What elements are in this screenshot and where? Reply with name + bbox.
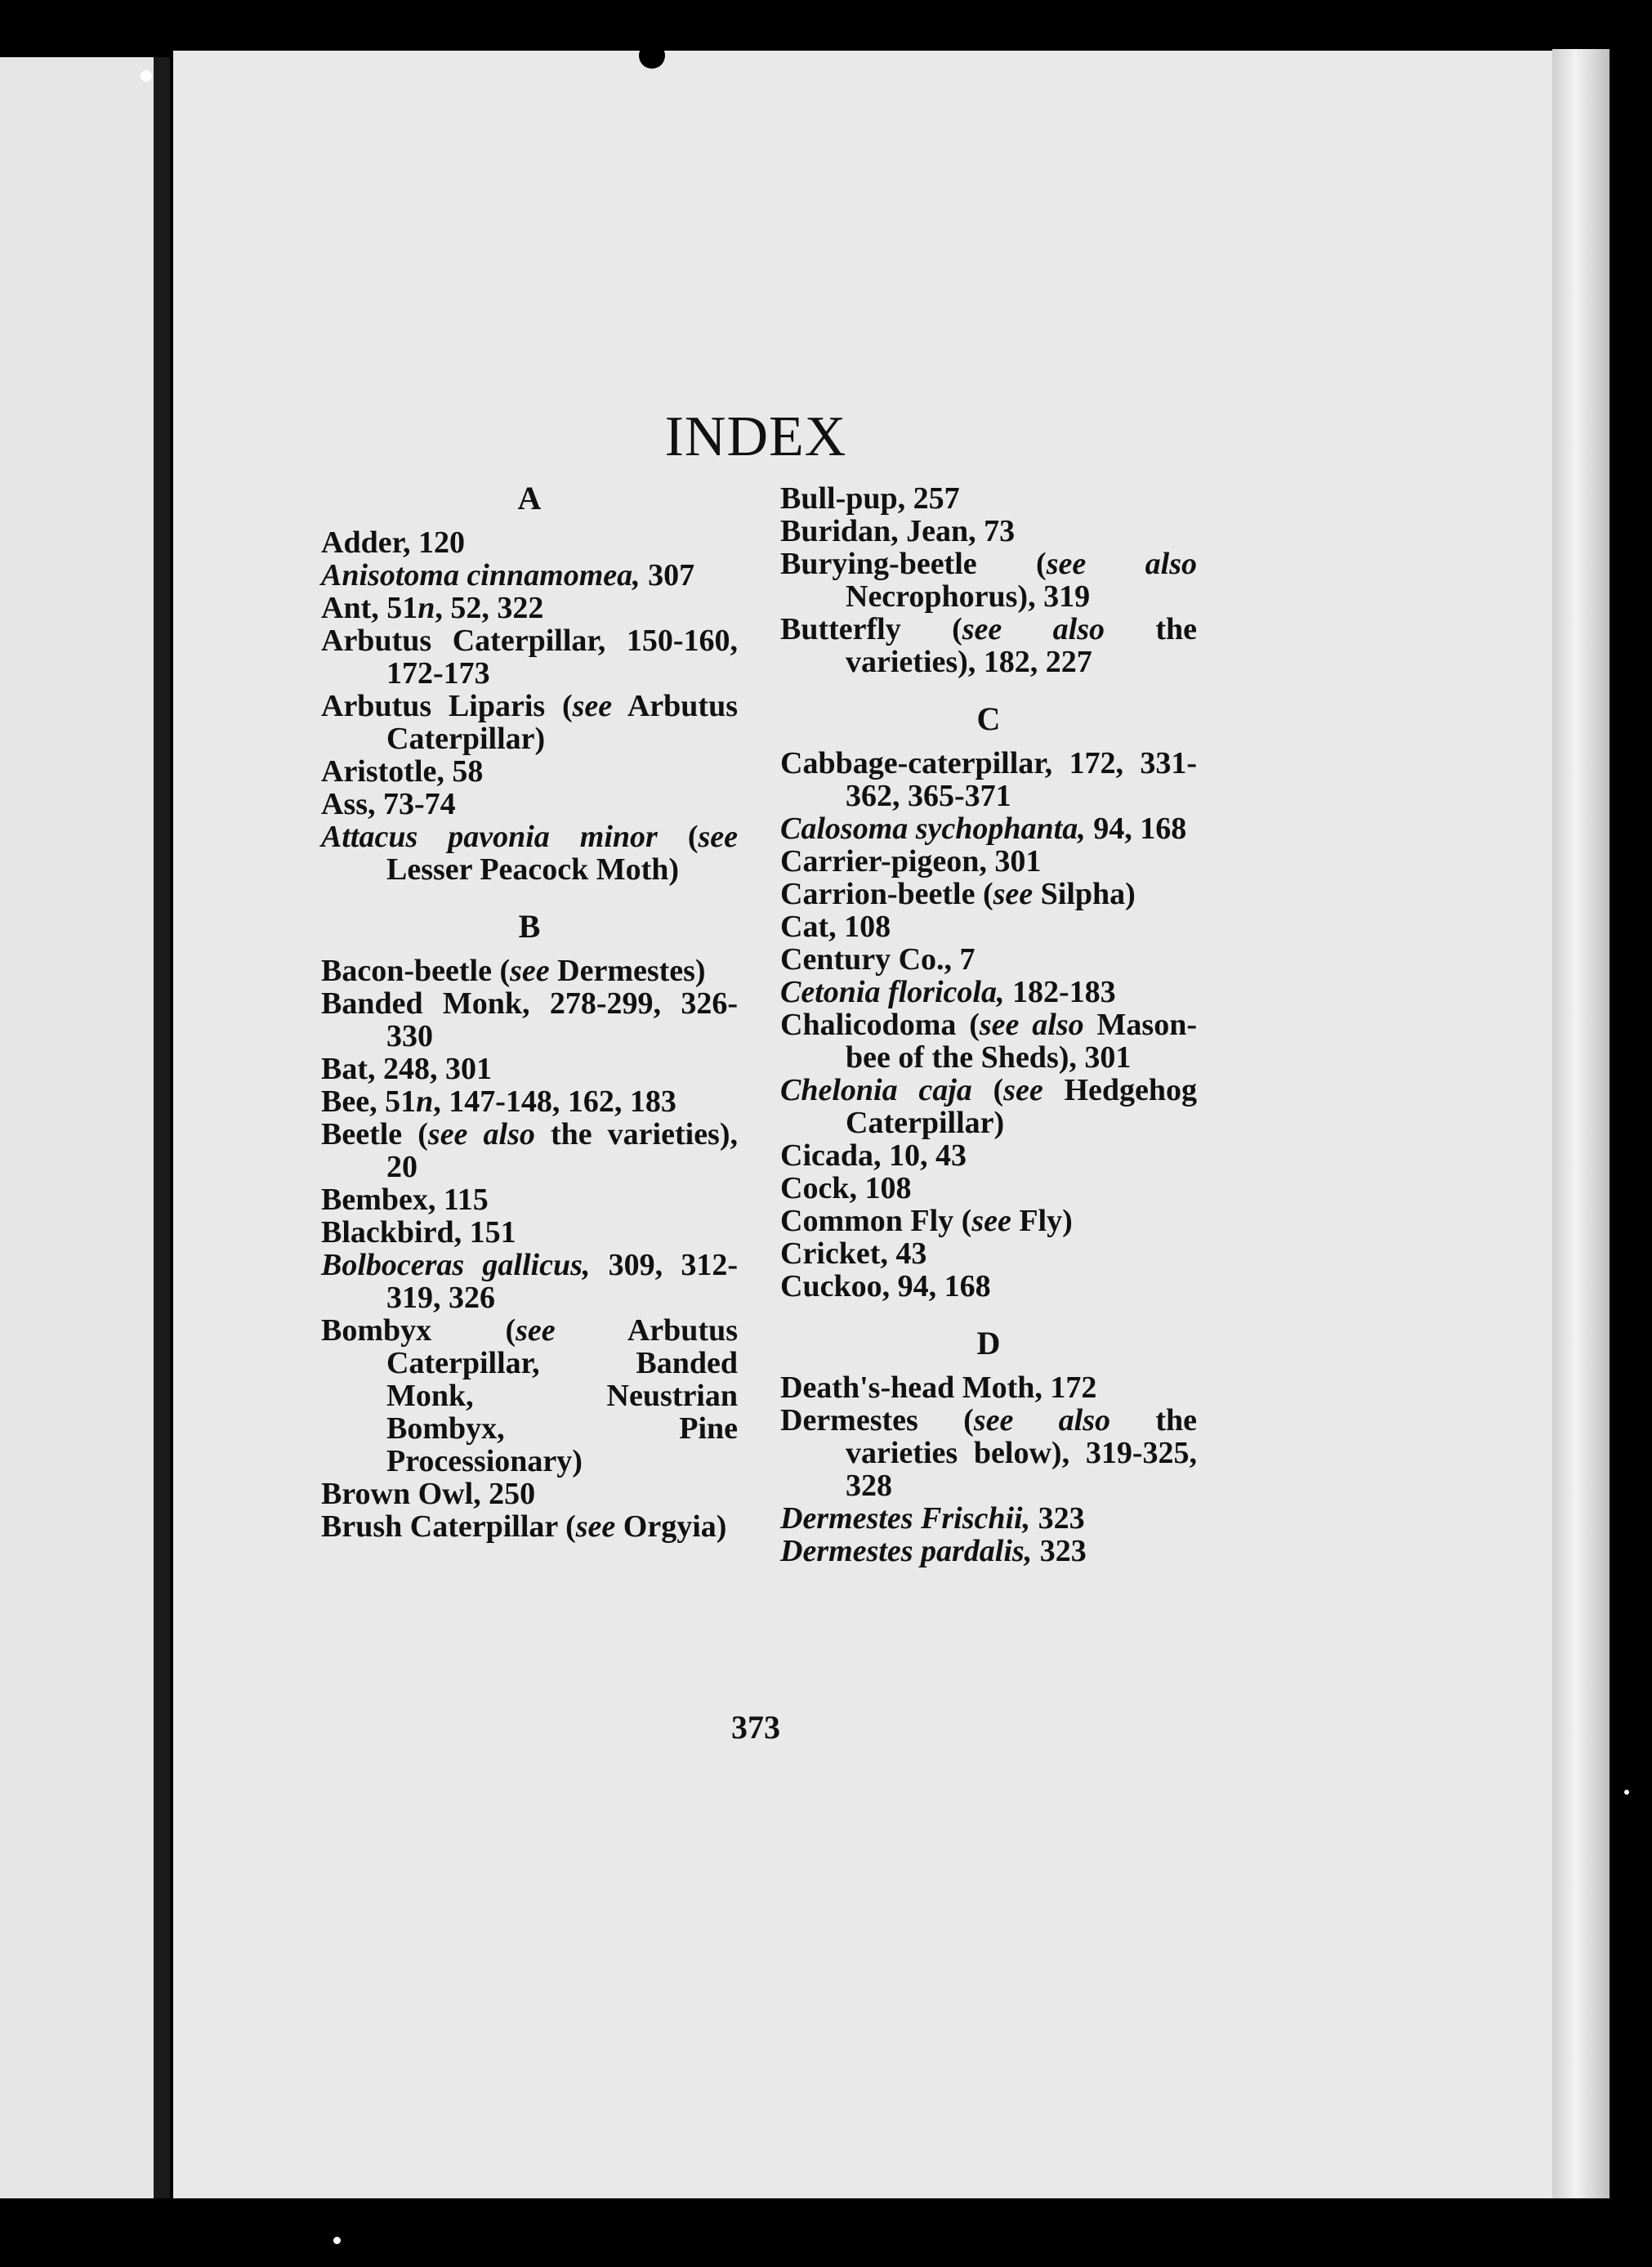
page-stack-edge	[1552, 49, 1610, 2198]
index-entry: Ass, 73-74	[321, 787, 456, 821]
index-entry: Bembex, 115	[321, 1183, 489, 1217]
index-entry: Beetle (see also the varieties), 20	[321, 1117, 738, 1184]
index-entry: Chelonia caja (see Hedgehog Caterpillar)	[780, 1073, 1198, 1140]
index-entry: Bat, 248, 301	[321, 1052, 492, 1086]
page-number: 373	[731, 1709, 780, 1746]
page-title: INDEX	[664, 405, 847, 468]
index-column-left	[321, 482, 738, 1543]
index-entry: Common Fly (see Fly)	[780, 1204, 1073, 1238]
section-letter: C	[976, 700, 1001, 737]
index-entry: Cabbage-caterpillar, 172, 331-362, 365-371	[780, 746, 1197, 813]
index-column-right	[780, 482, 1197, 1567]
index-entry: Bacon-beetle (see Dermestes)	[321, 954, 706, 988]
scan-speck	[141, 70, 152, 82]
section-letter: B	[518, 908, 541, 945]
section-letter: A	[517, 480, 542, 516]
index-entry: Adder, 120	[321, 525, 465, 560]
index-entry: Brown Owl, 250	[321, 1477, 536, 1511]
index-entry: Ant, 51n, 52, 322	[321, 591, 544, 625]
index-entry: Cock, 108	[780, 1171, 912, 1205]
index-entry: Cicada, 10, 43	[780, 1138, 967, 1173]
index-entry: Carrion-beetle (see Silpha)	[780, 877, 1136, 911]
gutter-shadow	[154, 57, 170, 2198]
scan-speck	[1624, 1790, 1629, 1795]
index-entry: Attacus pavonia minor (see Lesser Peacock Moth)	[321, 820, 739, 887]
index-entry: Butterfly (see also the varieties), 182, 227	[780, 612, 1197, 679]
index-entry: Burying-beetle (see also Necrophorus), 319	[780, 547, 1197, 614]
index-entry: Chalicodoma (see also Mason-bee of the Sheds), 301	[780, 1008, 1197, 1075]
binding-hole	[639, 42, 665, 69]
index-entry: Cat, 108	[780, 910, 891, 944]
index-entry: Cetonia floricola, 182-183	[780, 975, 1116, 1009]
index-entry: Bolboceras gallicus, 309, 312-319, 326	[321, 1248, 738, 1315]
index-entry: Century Co., 7	[780, 942, 976, 977]
index-entry: Calosoma sychophanta, 94, 168	[780, 812, 1187, 846]
index-entry: Bee, 51n, 147-148, 162, 183	[321, 1084, 676, 1119]
index-entry: Dermestes (see also the varieties below), 319-325, 328	[780, 1403, 1198, 1503]
index-entry: Anisotoma cinnamomea, 307	[321, 558, 695, 592]
index-entry: Cuckoo, 94, 168	[780, 1269, 991, 1303]
index-entry: Death's-head Moth, 172	[780, 1370, 1097, 1405]
index-entry: Dermestes pardalis, 323	[780, 1534, 1087, 1568]
index-entry: Cricket, 43	[780, 1236, 927, 1271]
index-entry: Dermestes Frischii, 323	[780, 1501, 1085, 1536]
index-entry: Banded Monk, 278-299, 326-330	[321, 986, 738, 1053]
index-entry: Arbutus Caterpillar, 150-160, 172-173	[321, 624, 738, 691]
facing-page-edge	[0, 57, 162, 2198]
scan-speck	[333, 2237, 341, 2244]
index-entry: Blackbird, 151	[321, 1215, 516, 1250]
index-entry: Arbutus Liparis (see Arbutus Caterpillar)	[321, 689, 738, 756]
index-entry: Carrier-pigeon, 301	[780, 844, 1042, 879]
index-entry: Aristotle, 58	[321, 754, 484, 789]
index-entry: Bull-pup, 257	[780, 481, 960, 516]
index-entry: Bombyx (see Arbutus Caterpillar, Banded Monk, Neustrian Bombyx, Pine Processionary)	[321, 1313, 738, 1478]
section-letter: D	[976, 1325, 1001, 1362]
index-entry: Brush Caterpillar (see Orgyia)	[321, 1509, 727, 1544]
index-entry: Buridan, Jean, 73	[780, 514, 1016, 548]
